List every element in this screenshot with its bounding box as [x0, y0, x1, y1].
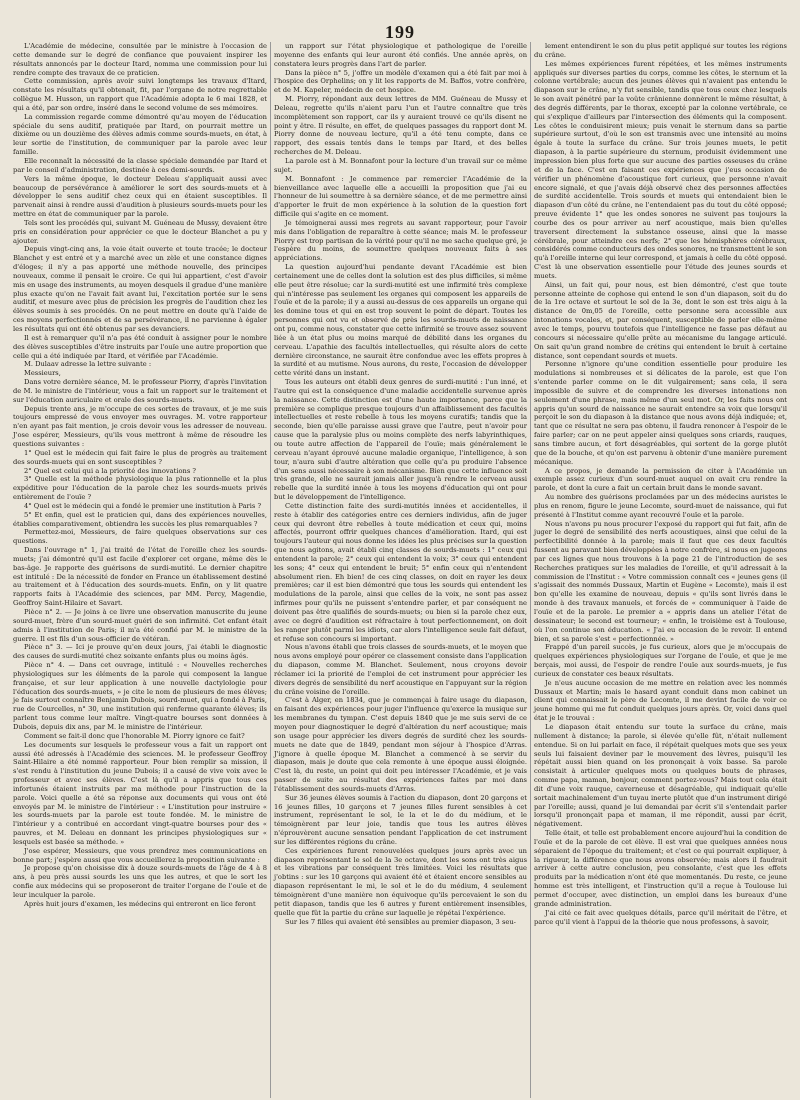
paragraph: M. Bonnafont : Je commence par remercier l'Académie de la bienveillance avec laquelle elle a accueilli la proposition que j'ai eu l'honneur de lui soumettre à sa dernière séance, et de me permettre ainsi d'apporter le fruit de mon expérience à la solution de la question fort difficile qui s'agite en ce moment.: [274, 174, 527, 219]
column-middle: [270, 42, 530, 1098]
paragraph: Je propose qu'on choisisse dix à douze sourds-muets de l'âge de 4 à 8 ans, à peu près aussi sourds les uns que les autres, et que le sort les confie aux médecins qui se proposeront de traiter l'organe de l'ouïe et de leur inculquer la parole.: [13, 864, 267, 899]
paragraph: A ce propos, je demande la permission de citer à l'Académie un exemple assez curieux d'un sourd-muet auquel on avait cru rendre la parole, et dont la cure a fait un certain bruit dans le monde savant.: [534, 466, 787, 493]
paragraph: Les documents sur lesquels le professeur vous a fait un rapport ont aussi été adressés à l'Académie des sciences. M. le professeur Geoffroy Saint-Hilaire a été nommé rapporteur. Pour bien remplir sa mission, il s'est rendu à l'institution du jeune Dubois; il a causé de vive voix avec le professeur et avec ses élèves. C'est là qu'il a appris que tous ces infortunés étaient instruits par ma méthode pour l'instruction de la parole. Voici quelle a été sa réponse aux documents qui vous ont été envoyés par M. le ministre de l'intérieur : « L'institution pour instruire « les sourds-muets par la parole est toute fondée. M. le ministre de l'intérieur y a contribué en accordant vingt-quatre bourses pour des « pauvres, et M. Deleau en donnant les principes physiologiques sur « lesquels est basée sa méthode. »: [13, 740, 267, 846]
paragraph: Nous n'avons pu nous procurer l'exposé du rapport qui fut fait, afin de juger le degré de sensibilité des nerfs acoustiques, ainsi que celui de la perfectibilité donnée à la parole; mais il faut que ces deux facultés fussent au paravant bien développées à notre confrère, si nous en jugeons par ces lignes que nous trouvons à la page 21 de l'introduction de ses Recherches pratiques sur les maladies de l'oreille, et qu'il adressait à la commission de l'Institut : « Votre commission connaît ces « jeunes gens (il s'agissait des nommés Dussaux, Martin et Eugène « Lecomte), mais il est bon qu'elle les examine de nouveau, depuis « qu'ils sont livrés dans le monde à des travaux manuels, et forcés de « communiquer à l'aide de l'ouïe et de la parole. Le premier a « appris dans un atelier l'état de dessinateur; le second est tourneur; « enfin, le troisième est à Toulouse, où l'on continue son éducation. « J'ai eu occasion de le revoir. Il entend bien, et sa parole s'est « perfectionnée. »: [534, 519, 787, 643]
paragraph: Dans la pièce n° 5, j'offre un modèle d'examen qui a été fait par moi à l'hospice des Orphelins; on y lit les rapports de M. Baffos, votre confrère, et de M. Kapeler, médecin de cet hospice.: [274, 68, 527, 95]
paragraph: Au nombre des guérisons proclamées par un des médecins auristes le plus en renom, figure le jeune Lecomte, sourd-muet de naissance, qui fut présenté à l'Institut comme ayant recouvré l'ouïe et la parole.: [534, 493, 787, 519]
page-number: 199: [385, 22, 415, 42]
paragraph: Personne n'ignore qu'une condition essentielle pour produire les modulations si nombreuses et si délicates de la parole, est que l'on s'entende parler comme on le dit vulgairement; sans cela, il sera impossible de suivre et de comprendre les diverses intonations non seulement d'une phrase, mais même d'un seul mot. Or, les faits nous ont appris qu'un sourd de naissance ne saurait entendre sa voix que lorsqu'il perçoit le son du diapason à la distance que nous avons déjà indiquée; et, tant que ce résultat ne sera pas obtenu, il faudra renoncer à l'espoir de le faire parler; car on ne peut appeler ainsi quelques sons criards, rauques, sans timbre aucun, et fort désagréables, qui sortent de la gorge plutôt que de la bouche, et qu'on est parvenu à obtenir d'une manière purement mécanique.: [534, 360, 787, 466]
paragraph: Ces expériences furent renouvelées quelques jours après avec un diapason représentant le sol de la 3e octave, dont les sons ont très aigus et les vibrations par conséquent très limitées. Voici les résultats que j'obtins : sur les 10 garçons qui avaient été et étaient encore sensibles au diapason représentant le mi, le sol et le do du médium, 4 seulement témoignèrent d'une manière non équivoque qu'ils percevaient le son du petit diapason, tandis que les 6 autres y furent entièrement insensibles, quelle que fût la partie du crâne sur laquelle je répétai l'expérience.: [274, 846, 527, 917]
column-left: [10, 42, 270, 1098]
paragraph: Messieurs,: [24, 369, 61, 378]
paragraph: 2° Quel est celui qui a la priorité des innovations ?: [24, 466, 196, 475]
paragraph: Comment se fait-il donc que l'honorable M. Piorry ignore ce fait?: [24, 731, 245, 740]
paragraph: 5° Et enfin, quel est le praticien qui, dans des expériences nouvelles, établies comparativement, obtiendra les succès les plus remarquables ?: [13, 510, 267, 528]
paragraph: Elle reconnaît la nécessité de la classe spéciale demandée par Itard et par le conseil d'administration, destinée à ces demi-sourds.: [13, 156, 267, 174]
paragraph: Dans votre dernière séance, M. le professeur Piorry, d'après l'invitation de M. le ministre de l'intérieur, vous a fait un rapport sur le traitement et sur l'éducation auriculaire et orale des sourds-muets.: [13, 378, 267, 404]
paragraph: J'ai cité ce fait avec quelques détails, parce qu'il méritait de l'être, et parce qu'il vient à l'appui de la théorie que nous professons, à savoir,: [534, 908, 787, 926]
paragraph: C'est à Alger, en 1834, que je commençai à faire usage du diapason, en faisant des expériences pour juger l'influence qu'exerce la musique sur les membranes du tympan. C'est depuis 1840 que je me suis servi de ce moyen pour diagnostiquer le degré d'altération du nerf acoustique; mais son usage pour apprécier les divers degrés de surdité chez les sourds-muets ne date que de 1849, pendant mon séjour à l'hospice d'Arras. J'ignore à quelle époque M. Blanchet a commencé à se servir du diapason, mais je doute que cela remonte à une époque aussi éloignée. C'est là, du reste, un point qui doit peu intéresser l'Académie, et je vais passer de suite au résultat des expériences faites par moi dans l'établissement des sourds-muets d'Arras.: [274, 696, 527, 793]
paragraph: 4° Quel est le médecin qui a fondé le premier une institution à Paris ?: [24, 501, 262, 510]
paragraph: un rapport sur l'état physiologique et pathologique de l'oreille moyenne des enfants qui leur auront été confiés. Une année après, on constatera leurs progrès dans l'art de parler.: [274, 42, 527, 68]
paragraph: Depuis vingt-cinq ans, la voie était ouverte et toute tracée; le docteur Blanchet y est entré et y a marché avec un zèle et une constance dignes d'éloges; il n'y a pas apporté une méthode nouvelle, des principes nouveaux, comme il pensait le croire. Ce qui lui appartient, c'est d'avoir mis en usage des instruments, au moyen desquels il gradue d'une manière plus exacte qu'on ne l'avait fait avant lui, l'excitation portée sur le sens auditif, et mesure avec plus de précision les progrès de l'audition chez les élèves soumis à ses procédés. On ne peut mettre en doute qu'à l'aide de ces moyens perfectionnés et de sa persévérance, il ne parvienne à égaler les résultats qui ont été obtenus par ses devanciers.: [13, 245, 267, 333]
paragraph: Frappé d'un pareil succès, je fus curieux, alors que je m'occupais de quelques expériences physiologiques sur l'organe de l'ouïe, et que je me berçais, moi aussi, de l'espoir de rendre l'ouïe aux sourds-muets, je fus curieux de constater ces beaux résultats.: [534, 643, 787, 678]
paragraph: J'ose espérer, Messieurs, que vous prendrez mes communications en bonne part; j'espère aussi que vous accueillerez la proposition suivante :: [13, 846, 267, 864]
paragraph: Pièce n° 3. — Ici je prouve qu'en deux jours, j'ai établi le diagnostic des causes de surdi-mutité chez soixante enfants plus ou moins âgés.: [13, 643, 267, 661]
paragraph: Permettez-moi, Messieurs, de faire quelques observations sur ces questions.: [13, 528, 267, 546]
paragraph: Telle était, et telle est probablement encore aujourd'hui la condition de l'ouïe et de la parole de cet élève. Il est vrai que quelques années nous séparaient de l'époque du traitement; et c'est ce qui pourrait expliquer, à la rigueur, la différence que nous avons observée; mais alors il faudrait arriver à cette autre conclusion, peu consolante, c'est que les effets produits par la médication n'ont été que momentanés. Du reste, ce jeune homme est très intelligent, et l'instruction qu'il a reçue à Toulouse lui permet d'occuper, avec distinction, un emploi dans les bureaux d'une grande administration.: [534, 829, 788, 908]
paragraph: Sur 36 jeunes élèves soumis à l'action du diapason, dont 20 garçons et 16 jeunes filles, 10 garçons et 7 jeunes filles furent sensibles à cet instrument, représentant le sol, le la et le do du médium, et le témoignèrent par leur joie, tandis que tous les autres élèves n'éprouvèrent aucune sensation pendant l'application de cet instrument sur les différentes régions du crâne.: [274, 793, 527, 846]
paragraph: L'Académie de médecine, consultée par le ministre à l'occasion de cette demande sur le degré de confiance que pouvaient inspirer les résultats annoncés par le docteur Itard, nomma une commission pour lui rendre compte des travaux de ce praticien.: [13, 42, 267, 77]
paragraph: Vers la même époque, le docteur Deleau s'appliquait aussi avec beaucoup de persévérance à améliorer le sort des sourds-muets et à développer le sens auditif chez ceux qui en étaient susceptibles. Il parvenait ainsi à rendre aussi d'audition à plusieurs sourds-muets pour les mettre en état de communiquer par la parole.: [13, 174, 267, 219]
paragraph: lement entendirent le son du plus petit appliqué sur toutes les régions du crâne.: [534, 42, 787, 59]
paragraph: Dans l'ouvrage n° 1, j'ai traité de l'état de l'oreille chez les sourds-muets; j'ai démontré qu'il est facile d'explorer cet organe, même dès le bas-âge. Je rapporte des guérisons de surdi-mutité. Le dernier chapitre est intitulé : De la nécessité de fonder en France un établissement destiné au traitement et à l'éducation des sourds-muets. Enfin, on y lit quatre rapports faits à l'Académie des sciences, par MM. Percy, Magendie, Geoffroy Saint-Hilaire et Savart.: [13, 546, 267, 608]
paragraph: Pièce n° 2. — Je joins à ce livre une observation manuscrite du jeune sourd-muet, frère d'un sourd-muet guéri de son infirmité. Cet enfant était admis à l'institution de Paris; il m'a été confié par M. le ministre de la guerre. Il est fils d'un sous-officier de vétéran.: [13, 608, 267, 643]
paragraph: 3° Quelle est la méthode physiologique la plus rationnelle et la plus expéditive pour l'éducation de la parole chez les sourds-muets privés entièrement de l'ouïe ?: [13, 475, 267, 502]
paragraph: Pièce n° 4. — Dans cet ouvrage, intitulé : « Nouvelles recherches physiologiques sur les éléments de la parole qui composent la langue française, et sur leur application à une nouvelle dactylologie pour l'éducation des sourds-muets, » je cite le nom de plusieurs de mes élèves; je fais surtout connaître Benjamin Dubois, sourd-muet, qui a fondé à Paris, rue de Courcelles, n° 30, une institution qui renferme quarante élèves; ils parlent tous comme leur maître. Vingt-quatre bourses sont données à Dubois, depuis dix ans, par M. le ministre de l'intérieur.: [13, 661, 267, 731]
paragraph: Cette distinction faite des surdi-mutités innées et accidentelles, il reste à établir des catégories entre ces derniers individus, afin de juger ceux qui devront être rebelles à toute médication et ceux qui, moins affectés, pourront offrir quelques chances d'amélioration. Itard, qui est toujours l'auteur qui nous donne les idées les plus précises sur la question que nous agitons, avait établi cinq classes de sourds-muets : 1° ceux qui entendent la parole; 2° ceux qui entendent la voix; 3° ceux qui entendent les sons; 4° ceux qui entendent le bruit; 5° enfin ceux qui n'entendent absolument rien. Eh bien! de ces cinq classes, on doit en rayer les deux premières; car il est bien démontré que tous les sourds qui entendent les modulations de la parole, ainsi que celles de la voix, ne sont pas assez infirmes pour qu'ils ne puissent s'entendre parler, et par conséquent ne doivent pas être qualifiés de sourds-muets; ou bien si la parole chez eux, avec ce degré d'audition est réfractaire à tout perfectionnement, on doit les ranger plutôt parmi les idiots, car alors l'intelligence seule fait défaut, et refuse son concours si important.: [274, 501, 527, 643]
paragraph: Le diapason était entendu sur toute la surface du crâne, mais nullement à distance; la parole, si élevée qu'elle fût, n'était nullement entendue. Si on lui parlait en face, il répétait quelques mots que ses yeux seuls lui faisaient deviner par le mouvement des lèvres, puisqu'il les répétait aussi bien quand on les prononçait à voix basse. Sa parole consistait à articuler quelques mots ou quelques bouts de phrases, comme papa, maman, bonjour, comment portez-vous? Mais tout cela était dit d'une voix rauque, caverneuse et désagréable, qui indiquait qu'elle sortait machinalement d'un tuyau inerte plutôt que d'un instrument dirigé par l'oreille; aussi, quand je lui demandai par écrit s'il s'entendait parler lorsqu'il prononçait papa et maman, il me répondit, aussi par écrit, négativement.: [534, 722, 787, 829]
paragraph: Je n'eus aucune occasion de me mettre en relation avec les nommés Dussaux et Martin; mais le hasard ayant conduit dans mon cabinet un client qui connaissait le père de Lecomte, il me devint facile de voir ce jeune homme qui me fut conduit quelques jours après. Or, voici dans quel état je le trouvai :: [534, 678, 787, 723]
paragraph: Depuis trente ans, je m'occupe de ces sortes de travaux, et je me suis toujours empressé de vous envoyer mes ouvrages. M. votre rapporteur n'en ayant pas fait mention, je crois devoir vous les adresser de nouveau. J'ose espérer, Messieurs, qu'ils vous mettront à même de résoudre les questions suivantes :: [13, 404, 267, 448]
paragraph: Tous les auteurs ont établi deux genres de surdi-mutité : l'un inné, et l'autre qui est la conséquence d'une maladie accidentelle survenue après la naissance. Cette distinction est d'une haute importance, parce que la première se complique presque toujours d'un affaiblissement des facultés intellectuelles et reste rebelle à tous les moyens curatifs; tandis que la seconde, bien qu'elle paraisse aussi grave que l'autre, peut n'avoir pour cause que la paralysie plus ou moins complète des nerfs labyrinthiques, ou toute autre affection de l'appareil de l'ouïe; mais généralement le cerveau n'ayant éprouvé aucune maladie organique, l'intelligence, à son tour, n'aura subi d'autre altération que celle qu'a pu produire l'absence d'un sens aussi nécessaire à son mécanisme. Bien que cette influence soit très grande, elle ne saurait jamais aller jusqu'à rendre le cerveau aussi rebelle que la surdité innée à tous les moyens d'éducation qui ont pour but le développement de l'intelligence.: [274, 378, 527, 502]
paragraph: Sur les 7 filles qui avaient été sensibles au premier diapason, 3 seu-: [285, 917, 516, 926]
paragraph: Nous n'avons établi que trois classes de sourds-muets, et le moyen que nous avons employé pour opérer ce classement consiste dans l'application du diapason, comme M. Blanchet. Seulement, nous croyons devoir réclamer ici la priorité de l'emploi de cet instrument pour apprécier les divers degrés de sensibilité du nerf acoustique en l'appuyant sur la région du crâne voisine de l'oreille.: [274, 643, 527, 696]
text-columns: [10, 42, 791, 1098]
paragraph: M. Dulaav adresse la lettre suivante :: [24, 360, 152, 369]
paragraph: M. Piorry, répondant aux deux lettres de MM. Guéneau de Mussy et Deleau, regrette qu'ils n'aient paru l'un et l'autre connaître que très incomplètement son rapport, car ils y auraient trouvé ce qu'ils disent ne point y être. Il résulte, en effet, de quelques passages du rapport dont M. Piorry donne de nouveau lecture, qu'il a été tenu compte, dans ce rapport, des essais tentés dans le temps par Itard, et des belles recherches de M. Deleau.: [274, 95, 527, 157]
paragraph: Il est à remarquer qu'il n'a pas été conduit à assigner pour le nombre des élèves susceptibles d'être instruits par l'ouïe une autre proportion que celle qui a été indiquée par Itard, et vérifiée par l'Académie.: [13, 333, 267, 360]
paragraph: Ainsi, un fait qui, pour nous, est bien démontré, c'est que toute personne atteinte de cophose qui entend le son d'un diapason, soit du do de la 1re octave et surtout le sol de la 3e, dont le son est très aigu à la distance de 0m,05 de l'oreille, cette personne sera accessible aux intonations vocales, et, par conséquent, susceptible de parler elle-même avec le temps, pourvu toutefois que l'intelligence ne fasse pas défaut au concours si nécessaire qu'elle prête au mécanisme du langage articulé. On sait qu'un grand nombre de crétins qui entendent le bruit à certaine distance, sont cependant sourds et muets.: [534, 280, 787, 360]
paragraph: La commission regarde comme démontré qu'au moyen de l'éducation spéciale du sens auditif, pratiquée par Itard, on pourrait mettre un dixième ou un douzième des élèves admis comme sourds-muets, en état, à leur sortie de l'institution, de communiquer par la parole avec leur famille.: [13, 112, 267, 157]
paragraph: Les mêmes expériences furent répétées, et les mêmes instruments appliqués sur diverses parties du corps, comme les côtes, le sternum et la colonne vertébrale; aucun des jeunes élèves qui n'avaient pas entendu le diapason sur le crâne, n'y fut sensible, tandis que tous ceux chez lesquels le son avait pénétré par la voûte crânienne donnèrent le même résultat, à des degrés différents, par le thorax, excepté par la colonne vertébrale, ce qui s'explique d'ailleurs par l'intersection des éléments qui la composent. Les côtes le conduisirent mieux; puis venait le sternum dans sa partie supérieure surtout, d'où le son est transmis avec une intensité au moins égale à toute la surface du crâne. Sur trois jeunes muets, le petit diapason, à la partie supérieure du sternum, produisit évidemment une impression bien plus forte que sur aucune des parties osseuses du crâne et de la face. C'est en faisant ces expériences que j'eus occasion de vérifier un phénomène d'acoustique fort curieux, que personne n'avait encore signalé, et que j'avais déjà observé chez des personnes affectées de surdité accidentelle. Trois sourds et muets qui entendaient bien le diapason d'un côté du crâne, ne l'entendaient pas du tout du côté opposé; preuve évidente 1° que les ondes sonores ne suivent pas toujours la courbe des os pour arriver au nerf acoustique, mais bien qu'elles traversent directement la substance osseuse, ainsi que la masse cérébrale, pour atteindre ces nerfs; 2° que les hémisphères cérébraux, considérés comme conducteurs des ondes sonores, ne transmettent le son qu'à l'oreille interne qui leur correspond, et jamais à celle du côté opposé. C'est là une observation essentielle pour l'étude des jeunes sourds et muets.: [534, 59, 787, 280]
paragraph: La parole est à M. Bonnafont pour la lecture d'un travail sur ce même sujet.: [274, 156, 527, 174]
paragraph: Après huit jours d'examen, les médecins qui entreront en lice feront: [24, 899, 256, 908]
paragraph: Tels sont les procédés qui, suivant M. Guéneau de Mussy, devaient être pris en considération pour apprécier ce que le docteur Blanchet a pu y ajouter.: [13, 218, 267, 245]
paragraph: 1° Quel est le médecin qui fait faire le plus de progrès au traitement des sourds-muets qui en sont susceptibles ?: [13, 448, 267, 466]
column-right: [530, 42, 790, 1098]
paragraph: La question aujourd'hui pendante devant l'Académie est bien certainement une de celles dont la solution est des plus difficiles, si même elle peut être résolue; car la surdi-mutité est une infirmité très complexe qui n'intéresse pas seulement les organes qui composent les appareils de l'ouïe et de la parole; il y a aussi au-dessus de ces appareils un organe qui les domine tous et qui en est trop souvent le point de départ. Toutes les personnes qui ont vu et observé de près les sourds-muets de naissance ont pu, comme nous, constater que cette infirmité se trouve assez souvent liée à un état plus ou moins marqué de débilité dans les organes du cerveau. L'apathie des facultés intellectuelles, qui résulte alors de cette dernière circonstance, ne saurait être confondue avec les effets propres à la surdité et au mutisme. Nous aurons, du reste, l'occasion de développer cette vérité dans un instant.: [274, 263, 527, 378]
paragraph: Je témoignerai aussi mes regrets au savant rapporteur, pour l'avoir mis dans l'obligation de reparaître à cette séance; mais M. le professeur Piorry est trop partisan de la vérité pour qu'il ne me sache quelque gré, je l'espère du moins, de soumettre quelques nouveaux faits à ses appréciations.: [274, 218, 527, 263]
paragraph: Cette commission, après avoir suivi longtemps les travaux d'Itard, constate les résultats qu'il obtenait, fit, par l'organe de notre regrettable collègue M. Husson, un rapport que l'Académie adopta le 6 mai 1828, et qui a été, par son ordre, inséré dans le second volume de ses mémoires.: [13, 77, 267, 112]
